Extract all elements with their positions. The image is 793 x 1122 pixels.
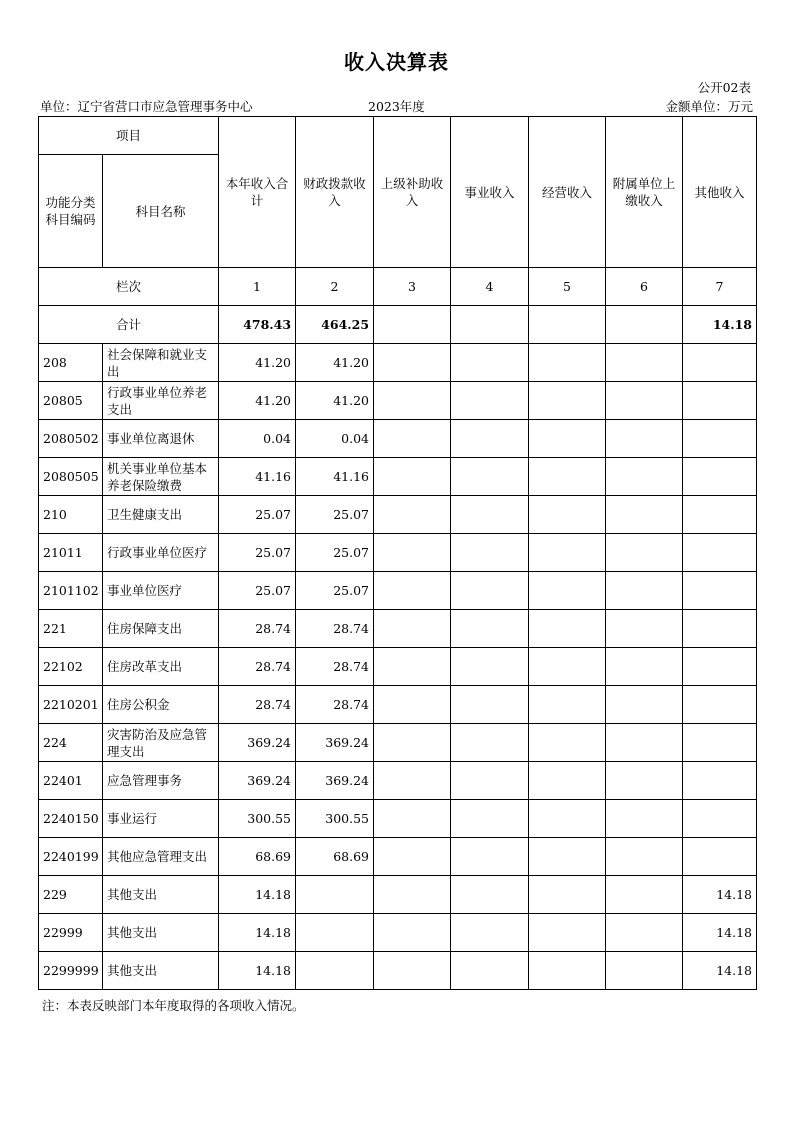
- table-row: [39, 496, 757, 534]
- row-code: 2101102: [39, 572, 103, 610]
- row-name: [103, 648, 219, 686]
- row-value: 25.07: [296, 496, 374, 534]
- row-value: 25.07: [219, 572, 296, 610]
- row-value: [374, 724, 451, 762]
- column-index-num: 4: [451, 268, 529, 306]
- income-table: [38, 116, 757, 990]
- row-code: 2080505: [39, 458, 103, 496]
- header-name: 科目名称: [103, 155, 219, 268]
- row-value: [374, 458, 451, 496]
- total-row: [39, 306, 757, 344]
- amount-unit: 金额单位：万元: [665, 99, 753, 114]
- row-code: 224: [39, 724, 103, 762]
- row-value: 68.69: [219, 838, 296, 876]
- row-value: [606, 610, 683, 648]
- row-code: 22999: [39, 914, 103, 952]
- row-name: [103, 838, 219, 876]
- row-value: [606, 344, 683, 382]
- row-value: 369.24: [296, 724, 374, 762]
- row-value: [683, 838, 757, 876]
- row-value: [683, 496, 757, 534]
- row-value: [529, 458, 606, 496]
- row-value: [606, 952, 683, 990]
- table-row: [39, 838, 757, 876]
- row-value: 300.55: [219, 800, 296, 838]
- row-code: 22401: [39, 762, 103, 800]
- row-value: [374, 686, 451, 724]
- header-col3: 上级补助收入: [374, 117, 451, 268]
- table-row: [39, 914, 757, 952]
- row-value: [451, 572, 529, 610]
- row-value: [296, 952, 374, 990]
- row-code: 20805: [39, 382, 103, 420]
- row-value: [606, 724, 683, 762]
- row-value: 14.18: [683, 876, 757, 914]
- row-name-text: 其他支出: [107, 887, 158, 902]
- row-value: [374, 876, 451, 914]
- row-value: [451, 800, 529, 838]
- row-code: 210: [39, 496, 103, 534]
- row-value: [529, 610, 606, 648]
- row-name-text: 其他支出: [107, 925, 158, 940]
- total-value: [529, 306, 606, 344]
- row-value: [683, 420, 757, 458]
- row-value: 0.04: [296, 420, 374, 458]
- row-value: [606, 534, 683, 572]
- row-value: 25.07: [296, 572, 374, 610]
- row-value: [451, 952, 529, 990]
- row-name-text: 社会保障和就业支出: [107, 346, 208, 379]
- column-index-row: [39, 268, 757, 306]
- row-code: 208: [39, 344, 103, 382]
- row-value: 41.20: [296, 344, 374, 382]
- row-value: 28.74: [296, 648, 374, 686]
- row-code: 2240150: [39, 800, 103, 838]
- row-name: [103, 344, 219, 382]
- table-row: [39, 344, 757, 382]
- row-name: [103, 496, 219, 534]
- table-note: 注：本表反映部门本年度取得的各项收入情况。: [42, 998, 305, 1013]
- row-name-text: 住房保障支出: [107, 621, 183, 636]
- row-value: [529, 724, 606, 762]
- row-value: [529, 344, 606, 382]
- row-name: [103, 458, 219, 496]
- row-value: [529, 572, 606, 610]
- column-index-label: 栏次: [39, 268, 219, 306]
- row-name: [103, 572, 219, 610]
- row-name-text: 其他支出: [107, 963, 158, 978]
- row-value: [606, 458, 683, 496]
- row-name: [103, 876, 219, 914]
- total-value: [451, 306, 529, 344]
- row-name: [103, 420, 219, 458]
- row-name: [103, 762, 219, 800]
- column-index-num: 3: [374, 268, 451, 306]
- column-index-num: 2: [296, 268, 374, 306]
- row-value: 14.18: [219, 876, 296, 914]
- row-value: 28.74: [296, 686, 374, 724]
- row-value: 14.18: [683, 952, 757, 990]
- row-value: [451, 724, 529, 762]
- row-code: 2299999: [39, 952, 103, 990]
- row-value: [451, 762, 529, 800]
- total-value: 14.18: [683, 306, 757, 344]
- row-value: [529, 914, 606, 952]
- header-col6: 附属单位上缴收入: [606, 117, 683, 268]
- row-value: [683, 382, 757, 420]
- table-row: [39, 572, 757, 610]
- table-row: [39, 724, 757, 762]
- row-value: 41.16: [219, 458, 296, 496]
- column-index-num: 5: [529, 268, 606, 306]
- row-value: [374, 496, 451, 534]
- row-value: 369.24: [219, 762, 296, 800]
- row-value: [451, 914, 529, 952]
- row-value: [606, 876, 683, 914]
- row-name-text: 行政事业单位医疗: [107, 545, 208, 560]
- row-value: [683, 686, 757, 724]
- row-value: 14.18: [683, 914, 757, 952]
- row-value: [683, 800, 757, 838]
- fiscal-year: 2023年度: [368, 99, 425, 114]
- total-value: [606, 306, 683, 344]
- row-value: 25.07: [219, 534, 296, 572]
- row-value: 41.20: [219, 382, 296, 420]
- row-value: [683, 534, 757, 572]
- table-row: [39, 382, 757, 420]
- row-value: [606, 382, 683, 420]
- row-name: [103, 952, 219, 990]
- row-value: [529, 762, 606, 800]
- row-value: [451, 458, 529, 496]
- row-name: [103, 534, 219, 572]
- header-col7: 其他收入: [683, 117, 757, 268]
- table-row: [39, 800, 757, 838]
- table-number: 公开02表: [697, 80, 751, 95]
- header-col5: 经营收入: [529, 117, 606, 268]
- row-value: [374, 534, 451, 572]
- column-index-num: 1: [219, 268, 296, 306]
- row-value: 41.20: [219, 344, 296, 382]
- row-value: [296, 876, 374, 914]
- total-label: 合计: [39, 306, 219, 344]
- row-value: [451, 648, 529, 686]
- table-row: [39, 648, 757, 686]
- row-value: [451, 876, 529, 914]
- row-name: [103, 382, 219, 420]
- row-value: [529, 838, 606, 876]
- row-name-text: 卫生健康支出: [107, 507, 183, 522]
- row-value: 41.16: [296, 458, 374, 496]
- header-code: 功能分类科目编码: [39, 155, 103, 268]
- row-value: [374, 610, 451, 648]
- row-value: [529, 534, 606, 572]
- row-name-text: 行政事业单位养老支出: [107, 384, 208, 417]
- row-value: [374, 762, 451, 800]
- row-value: 28.74: [296, 610, 374, 648]
- row-value: [683, 344, 757, 382]
- row-value: [529, 800, 606, 838]
- row-value: [529, 686, 606, 724]
- row-value: [374, 382, 451, 420]
- header-col1: 本年收入合计: [219, 117, 296, 268]
- row-value: [451, 610, 529, 648]
- row-value: 0.04: [219, 420, 296, 458]
- row-value: [451, 534, 529, 572]
- row-value: [606, 838, 683, 876]
- unit-name: 单位：辽宁省营口市应急管理事务中心: [40, 99, 253, 114]
- row-value: [451, 344, 529, 382]
- row-value: 369.24: [219, 724, 296, 762]
- row-name-text: 事业单位医疗: [107, 583, 183, 598]
- row-value: [683, 572, 757, 610]
- row-value: [529, 496, 606, 534]
- row-value: 28.74: [219, 610, 296, 648]
- row-value: 14.18: [219, 952, 296, 990]
- row-value: 14.18: [219, 914, 296, 952]
- row-value: [451, 686, 529, 724]
- row-value: 41.20: [296, 382, 374, 420]
- row-value: [374, 572, 451, 610]
- row-code: 2210201: [39, 686, 103, 724]
- row-name: [103, 914, 219, 952]
- row-code: 21011: [39, 534, 103, 572]
- row-value: 25.07: [219, 496, 296, 534]
- table-row: [39, 762, 757, 800]
- table-row: [39, 420, 757, 458]
- row-value: [374, 420, 451, 458]
- row-value: [683, 724, 757, 762]
- row-value: 28.74: [219, 686, 296, 724]
- total-value: [374, 306, 451, 344]
- total-value: 464.25: [296, 306, 374, 344]
- row-value: [529, 382, 606, 420]
- row-name-text: 住房公积金: [107, 697, 170, 712]
- row-value: [606, 914, 683, 952]
- row-name: [103, 800, 219, 838]
- column-index-num: 7: [683, 268, 757, 306]
- page-title: 收入决算表: [344, 50, 449, 74]
- row-value: [683, 648, 757, 686]
- row-value: [451, 420, 529, 458]
- row-value: [451, 496, 529, 534]
- row-name-text: 事业单位离退休: [107, 431, 195, 446]
- row-value: [374, 838, 451, 876]
- row-code: 221: [39, 610, 103, 648]
- row-value: [374, 952, 451, 990]
- meta-row: [40, 97, 753, 115]
- row-name-text: 应急管理事务: [107, 773, 183, 788]
- row-value: [683, 458, 757, 496]
- row-name-text: 灾害防治及应急管理支出: [107, 726, 208, 759]
- row-value: [529, 648, 606, 686]
- total-value: 478.43: [219, 306, 296, 344]
- header-project: 项目: [39, 117, 219, 155]
- row-value: [683, 610, 757, 648]
- row-value: [529, 876, 606, 914]
- table-row: [39, 458, 757, 496]
- column-index-num: 6: [606, 268, 683, 306]
- row-value: 369.24: [296, 762, 374, 800]
- row-value: [529, 952, 606, 990]
- row-value: [606, 800, 683, 838]
- table-row: [39, 952, 757, 990]
- table-row: [39, 876, 757, 914]
- row-value: 300.55: [296, 800, 374, 838]
- row-name: [103, 686, 219, 724]
- row-value: [374, 800, 451, 838]
- row-value: [296, 914, 374, 952]
- row-value: [606, 762, 683, 800]
- header-col4: 事业收入: [451, 117, 529, 268]
- row-value: 25.07: [296, 534, 374, 572]
- row-name-text: 其他应急管理支出: [107, 849, 208, 864]
- row-name: [103, 610, 219, 648]
- row-value: [529, 420, 606, 458]
- row-value: 68.69: [296, 838, 374, 876]
- row-value: 28.74: [219, 648, 296, 686]
- row-value: [606, 686, 683, 724]
- row-value: [606, 496, 683, 534]
- header-col2: 财政拨款收入: [296, 117, 374, 268]
- row-name-text: 事业运行: [107, 811, 158, 826]
- row-code: 2080502: [39, 420, 103, 458]
- row-name-text: 住房改革支出: [107, 659, 183, 674]
- row-value: [606, 420, 683, 458]
- row-value: [451, 382, 529, 420]
- row-value: [606, 572, 683, 610]
- row-value: [374, 648, 451, 686]
- table-row: [39, 610, 757, 648]
- row-value: [374, 914, 451, 952]
- row-value: [683, 762, 757, 800]
- row-value: [374, 344, 451, 382]
- row-code: 22102: [39, 648, 103, 686]
- row-code: 2240199: [39, 838, 103, 876]
- row-name: [103, 724, 219, 762]
- table-row: [39, 686, 757, 724]
- row-name-text: 机关事业单位基本养老保险缴费: [107, 460, 208, 493]
- row-value: [606, 648, 683, 686]
- row-value: [451, 838, 529, 876]
- table-row: [39, 534, 757, 572]
- row-code: 229: [39, 876, 103, 914]
